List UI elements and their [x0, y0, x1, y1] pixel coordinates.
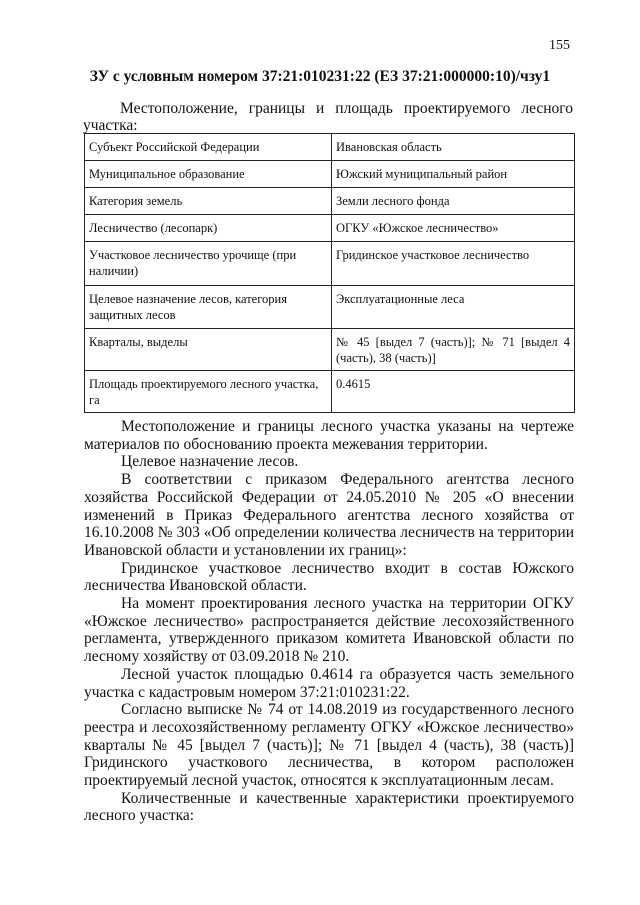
table-key: Субъект Российской Федерации — [85, 134, 332, 161]
table-value: 0.4615 — [332, 371, 575, 413]
intro-paragraph: Местоположение, границы и площадь проектируемого лесного участка: — [83, 100, 573, 134]
body-paragraph: Целевое назначение лесов. — [121, 453, 299, 471]
document-body — [84, 418, 574, 825]
body-paragraph: Гридинское участковое лесничество входит в состав Южского лесничества Ивановской области. — [84, 559, 574, 595]
body-paragraph: На момент проектирования лесного участка на территории ОГКУ «Южское лесничество» распространяется действие лесохозяйственного регламента, утвержденного приказом комитета Ивановской области по лесному хозяйству от 03.09.2018 № 210. — [84, 595, 574, 666]
table-row — [85, 188, 575, 215]
table-value: № 45 [выдел 7 (часть)]; № 71 [выдел 4 (часть), 38 (часть)] — [332, 329, 575, 371]
table-row — [85, 286, 575, 329]
body-paragraph: Количественные и качественные характеристики проектируемого лесного участка: — [84, 789, 574, 825]
table-row — [85, 371, 575, 413]
land-plot-table — [84, 133, 575, 413]
table-value: Земли лесного фонда — [332, 188, 575, 215]
table-row — [85, 215, 575, 242]
table-key: Кварталы, выделы — [85, 329, 332, 371]
table-value: Южский муниципальный район — [332, 161, 575, 188]
table-key: Лесничество (лесопарк) — [85, 215, 332, 242]
table-row — [85, 242, 575, 286]
body-paragraph: Лесной участок площадью 0.4614 га образуется часть земельного участка с кадастровым номером 37:21:010231:22. — [84, 665, 574, 701]
table-value: ОГКУ «Южское лесничество» — [332, 215, 575, 242]
document-title: ЗУ с условным номером 37:21:010231:22 (ЕЗ 37:21:000000:10)/чзу1 — [89, 68, 551, 85]
page-number: 155 — [549, 38, 570, 53]
table-row — [85, 329, 575, 371]
table-row — [85, 161, 575, 188]
body-paragraph: В соответствии с приказом Федерального агентства лесного хозяйства Российской Федерации от 24.05.2010 № 205 «О внесении изменений в Приказ Федерального агентства лесного хозяйства от 16.10.2008 № 303 «Об определении количества лесничеств на территории Ивановской области и установлении их границ»: — [84, 471, 574, 559]
body-paragraph: Согласно выписке № 74 от 14.08.2019 из государственного лесного реестра и лесохозяйственному регламенту ОГКУ «Южское лесничество» кварталы № 45 [выдел 7 (часть)]; № 71 [выдел 4 (часть), 38 (часть)] Гридинского участкового лесничества, в котором расположен проектируемый лесной участок, относятся к эксплуатационным лесам. — [84, 701, 574, 790]
table-key: Муниципальное образование — [85, 161, 332, 188]
table-value: Эксплуатационные леса — [332, 286, 575, 329]
table-key: Площадь проектируемого лесного участка, га — [85, 371, 332, 413]
table-row — [85, 134, 575, 161]
table-key: Категория земель — [85, 188, 332, 215]
table-value: Гридинское участковое лесничество — [332, 242, 575, 286]
table-value: Ивановская область — [332, 134, 575, 161]
table-key: Целевое назначение лесов, категория защитных лесов — [85, 286, 332, 329]
body-paragraph: Местоположение и границы лесного участка указаны на чертеже материалов по обоснованию проекта межевания территории. — [84, 418, 574, 453]
table-key: Участковое лесничество урочище (при наличии) — [85, 242, 332, 286]
